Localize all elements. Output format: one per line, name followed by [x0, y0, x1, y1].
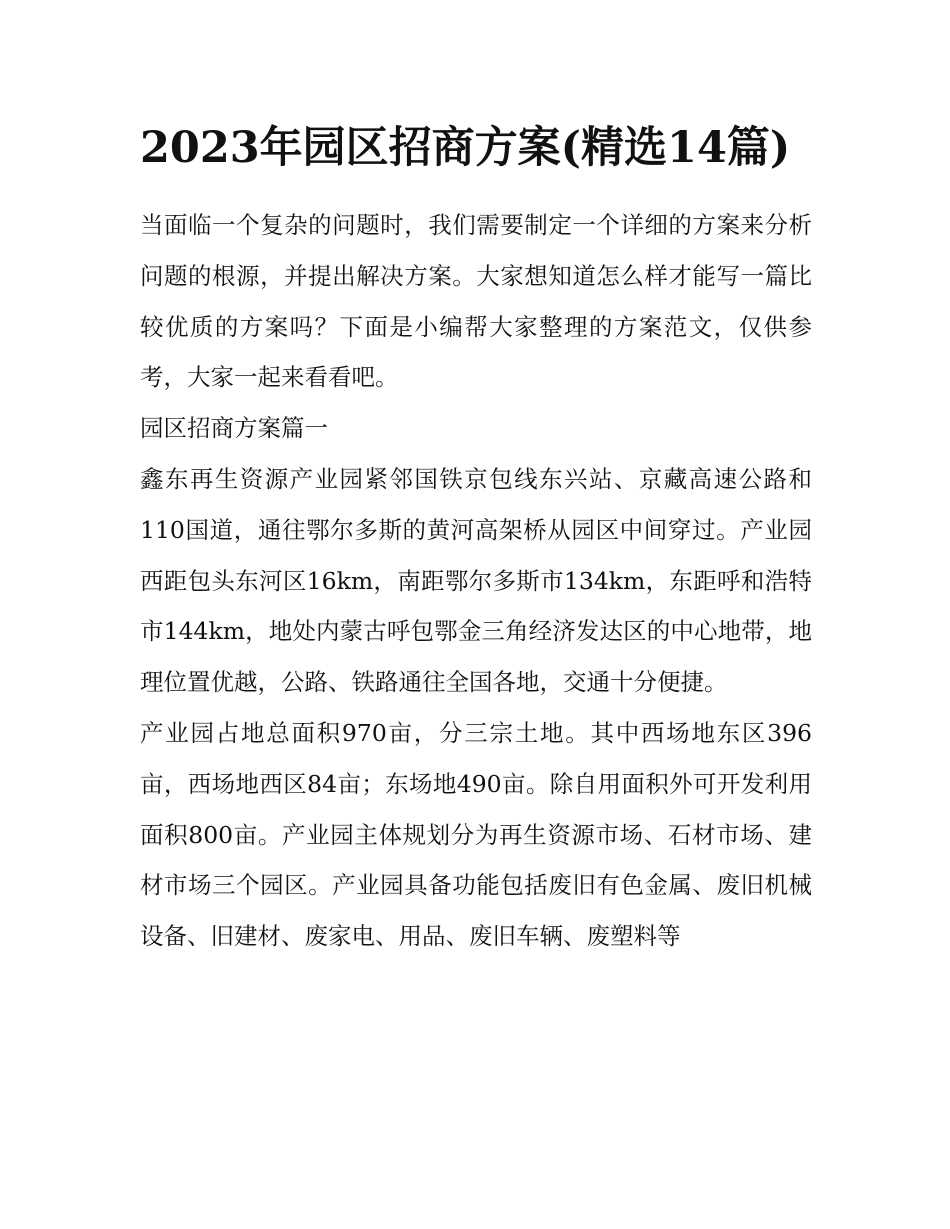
intro-paragraph: 当面临一个复杂的问题时，我们需要制定一个详细的方案来分析问题的根源，并提出解决方案。大家想知道怎么样才能写一篇比较优质的方案吗？下面是小编帮大家整理的方案范文，仅供参考，大家一起来看看吧。: [140, 211, 812, 392]
document-page: [140, 118, 812, 962]
document-title: 2023年园区招商方案(精选14篇): [140, 123, 791, 173]
body-paragraph-1: 鑫东再生资源产业园紧邻国铁京包线东兴站、京藏高速公路和110国道，通往鄂尔多斯的黄河高架桥从园区中间穿过。产业园西距包头东河区16km，南距鄂尔多斯市134km，东距呼和浩特市144km，地处内蒙古呼包鄂金三角经济发达区的中心地带，地理位置优越，公路、铁路通往全国各地，交通十分便捷。: [140, 464, 812, 697]
section-heading: 园区招商方案篇一: [140, 414, 328, 443]
body-paragraph-2: 产业园占地总面积970亩，分三宗土地。其中西场地东区396亩，西场地西区84亩；东场地490亩。除自用面积外可开发利用面积800亩。产业园主体规划分为再生资源市场、石材市场、建材市场三个园区。产业园具备功能包括废旧有色金属、废旧机械设备、旧建材、废家电、用品、废旧车辆、废塑料等: [140, 718, 812, 951]
